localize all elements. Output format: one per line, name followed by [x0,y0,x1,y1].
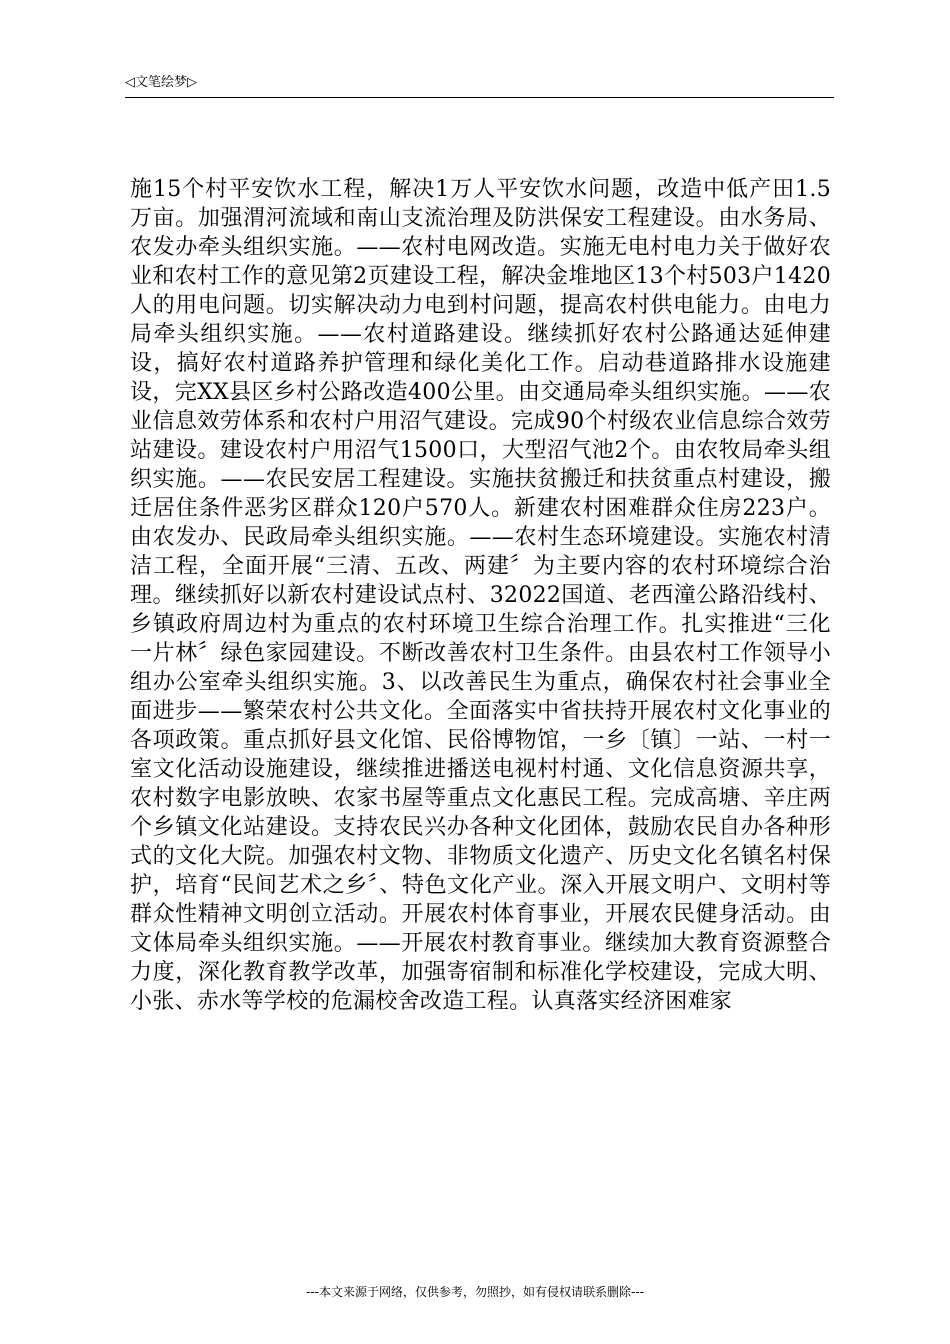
right-triangle-icon: ▷ [187,75,198,90]
page-header [125,72,197,94]
header-title: 文笔绘梦 [135,75,188,90]
page-footer-disclaimer: ---本文来源于网络，仅供参考，勿照抄，如有侵权请联系删除--- [306,1285,644,1299]
document-body-text: 施15个村平安饮水工程，解决1万人平安饮水问题，改造中低产田1.5万亩。加强渭河流域和南山支流治理及防洪保安工程建设。由水务局、农发办牵头组织实施。——农村电网改造。实施无电村电力关于做好农业和农村工作的意见第2页建设工程，解决金堆地区13个村503户1420人的用电问题。切实解决动力电到村问题，提高农村供电能力。由电力局牵头组织实施。——农村道路建设。继续抓好农村公路通达延伸建设，搞好农村道路养护管理和绿化美化工作。启动巷道路排水设施建设，完XX县区乡村公路改造400公里。由交通局牵头组织实施。——农业信息效劳体系和农村户用沼气建设。完成90个村级农业信息综合效劳站建设。建设农村户用沼气1500口，大型沼气池2个。由农牧局牵头组织实施。——农民安居工程建设。实施扶贫搬迁和扶贫重点村建设，搬迁居住条件恶劣区群众120户570人。新建农村困难群众住房223户。由农发办、民政局牵头组织实施。——农村生态环境建设。实施农村清洁工程，全面开展“三清、五改、两建〞为主要内容的农村环境综合治理。继续抓好以新农村建设试点村、32022国道、老西潼公路沿线村、乡镇政府周边村为重点的农村环境卫生综合治理工作。扎实推进“三化一片林〞绿色家园建设。不断改善农村卫生条件。由县农村工作领导小组办公室牵头组织实施。3、以改善民生为重点，确保农村社会事业全面进步——繁荣农村公共文化。全面落实中省扶持开展农村文化事业的各项政策。重点抓好县文化馆、民俗博物馆，一乡〔镇〕一站、一村一室文化活动设施建设，继续推进播送电视村村通、文化信息资源共享，农村数字电影放映、农家书屋等重点文化惠民工程。完成高塘、辛庄两个乡镇文化站建设。支持农民兴办各种文化团体，鼓励农民自办各种形式的文化大院。加强农村文物、非物质文化遗产、历史文化名镇名村保护，培育“民间艺术之乡〞、特色文化产业。深入开展文明户、文明村等群众性精神文明创立活动。开展农村体育事业，开展农民健身活动。由文体局牵头组织实施。——开展农村教育事业。继续加大教育资源整合力度，深化教育教学改革，加强寄宿制和标准化学校建设，完成大明、小张、赤水等学校的危漏校舍改造工程。认真落实经济困难家 [130,177,831,1014]
left-triangle-icon: ◁ [125,75,135,90]
header-divider [125,97,834,98]
